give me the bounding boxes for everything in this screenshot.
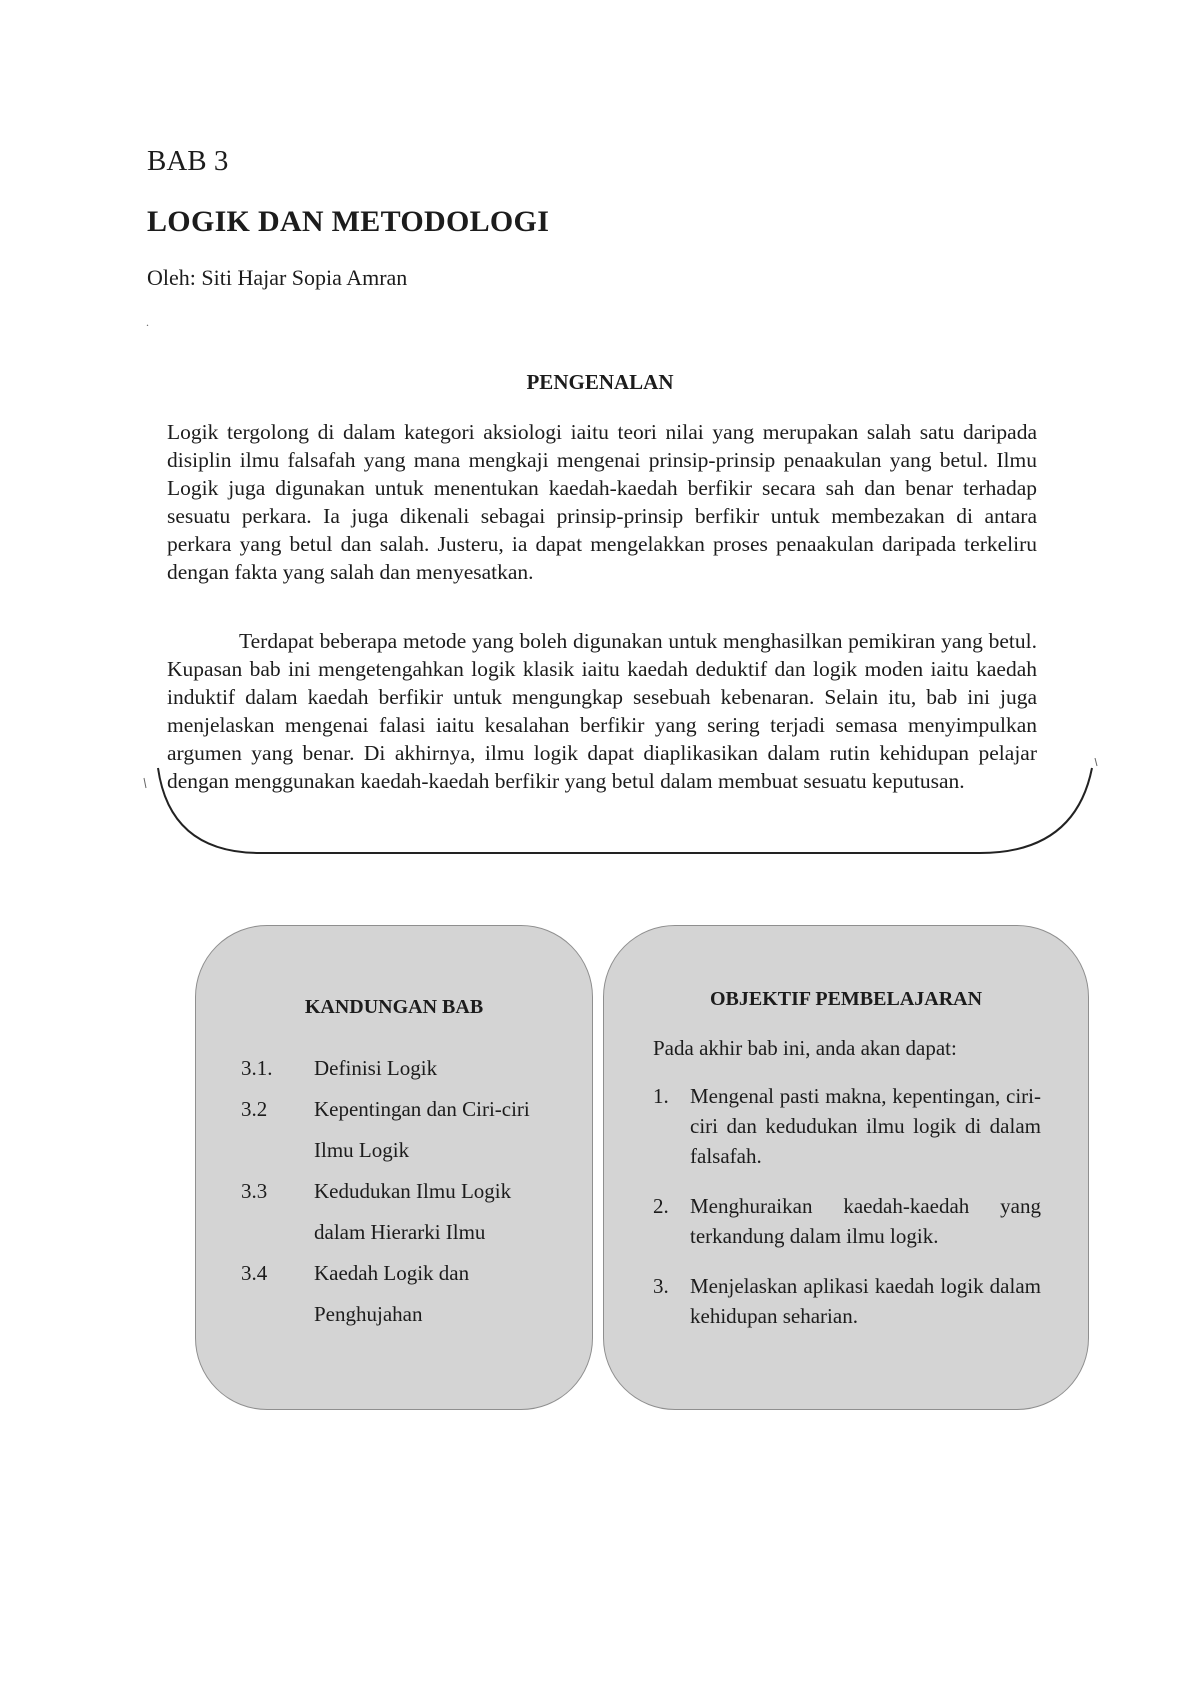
objectives-intro: Pada akhir bab ini, anda akan dapat: — [653, 1036, 957, 1060]
stray-mark: . — [146, 315, 149, 329]
contents-item — [241, 1171, 561, 1253]
contents-item-number: 3.1. — [241, 1056, 273, 1080]
objective-text: Menghuraikan kaedah-kaedah yang terkandung dalam ilmu logik. — [690, 1194, 1041, 1248]
contents-item-number: 3.4 — [241, 1261, 268, 1285]
intro-heading: PENGENALAN — [526, 370, 674, 394]
objective-number: 2. — [653, 1194, 669, 1218]
objectives-box-title: OBJEKTIF PEMBELAJARAN — [709, 988, 983, 1010]
contents-box-title: KANDUNGAN BAB — [304, 996, 484, 1018]
intro-paragraph-2 — [167, 627, 1037, 809]
contents-item-label: Definisi Logik — [314, 1056, 438, 1080]
contents-item — [241, 1089, 561, 1171]
objective-text: Menjelaskan aplikasi kaedah logik dalam kehidupan seharian. — [690, 1274, 1041, 1328]
objective-item — [653, 1271, 1041, 1331]
learning-objectives-box — [603, 925, 1089, 1410]
contents-item — [241, 1253, 561, 1335]
contents-item — [241, 1048, 561, 1089]
chapter-title: LOGIK DAN METODOLOGI — [147, 205, 550, 238]
contents-item-number: 3.2 — [241, 1097, 268, 1121]
author-line: Oleh: Siti Hajar Sopia Amran — [147, 265, 408, 290]
contents-item-label: Kedudukan Ilmu Logik dalam Hierarki Ilmu — [314, 1179, 512, 1244]
intro-paragraph-2-text: Terdapat beberapa metode yang boleh digunakan untuk menghasilkan pemikiran yang betul. Kupasan bab ini mengetengahkan logik klasik iaitu kaedah deduktif dan logik moden iaitu kaedah induktif dalam kaedah berfikir untuk mengungkap sesebuah kebenaran. Selain itu, bab ini juga menjelaskan mengenai falasi iaitu kesalahan berfikir yang sering terjadi semasa menyimpulkan argumen yang benar. Di akhirnya, ilmu logik dapat diaplikasikan dalam rutin kehidupan pelajar dengan menggunakan kaedah-kaedah berfikir yang betul dalam membuat sesuatu keputusan. — [167, 629, 1037, 793]
chapter-number: BAB 3 — [147, 145, 229, 177]
objective-number: 3. — [653, 1274, 669, 1298]
objectives-list — [653, 1081, 1041, 1351]
contents-list — [241, 1048, 561, 1335]
contents-item-label: Kepentingan dan Ciri-ciri Ilmu Logik — [314, 1097, 530, 1162]
objective-text: Mengenal pasti makna, kepentingan, ciri-ciri dan kedudukan ilmu logik di dalam falsafah. — [690, 1084, 1041, 1168]
objective-number: 1. — [653, 1084, 669, 1108]
contents-item-number: 3.3 — [241, 1179, 268, 1203]
objective-item — [653, 1191, 1041, 1251]
intro-paragraph-1-text: Logik tergolong di dalam kategori aksiologi iaitu teori nilai yang merupakan salah satu daripada disiplin ilmu falsafah yang mana mengkaji mengenai prinsip-prinsip penaakulan yang betul. Ilmu Logik juga digunakan untuk menentukan kaedah-kaedah berfikir secara sah dan benar terhadap sesuatu perkara. Ia juga dikenali sebagai prinsip-prinsip berfikir untuk membezakan di antara perkara yang betul dan salah. Justeru, ia dapat mengelakkan proses penaakulan daripada terkeliru dengan fakta yang salah dan menyesatkan. — [167, 420, 1037, 584]
objective-item — [653, 1081, 1041, 1171]
contents-item-label: Kaedah Logik dan Penghujahan — [314, 1261, 470, 1326]
intro-paragraph-1 — [167, 418, 1037, 586]
chapter-contents-box — [195, 925, 593, 1410]
